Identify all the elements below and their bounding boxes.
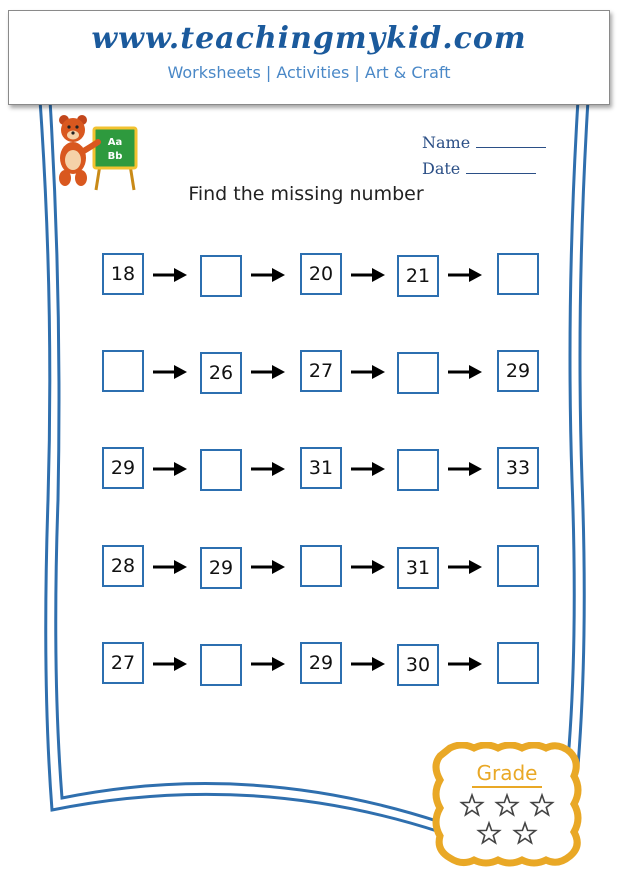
number-box: 29 [102, 447, 144, 489]
site-header [8, 10, 610, 105]
number-box: 29 [300, 642, 342, 684]
right-arrow-icon [350, 266, 386, 284]
number-box: 21 [397, 255, 439, 297]
right-arrow-icon [447, 266, 483, 284]
site-nav[interactable]: Worksheets | Activities | Art & Craft [167, 63, 451, 82]
site-url[interactable]: www.teachingmykid.com [91, 21, 527, 56]
grade-badge [432, 742, 582, 867]
number-box: 18 [102, 253, 144, 295]
number-box: 28 [102, 545, 144, 587]
right-arrow-icon [152, 266, 188, 284]
number-box: 31 [300, 447, 342, 489]
missing-number-box[interactable] [102, 350, 144, 392]
right-arrow-icon [350, 558, 386, 576]
right-arrow-icon [350, 655, 386, 673]
number-box: 27 [300, 350, 342, 392]
number-box: 30 [397, 644, 439, 686]
number-box: 33 [497, 447, 539, 489]
right-arrow-icon [447, 363, 483, 381]
mascot-board-text: Aa [107, 137, 123, 148]
missing-number-box[interactable] [200, 644, 242, 686]
number-box: 20 [300, 253, 342, 295]
name-date-fields [422, 130, 546, 182]
right-arrow-icon [250, 558, 286, 576]
right-arrow-icon [152, 655, 188, 673]
right-arrow-icon [250, 363, 286, 381]
number-box: 31 [397, 547, 439, 589]
missing-number-box[interactable] [397, 352, 439, 394]
right-arrow-icon [250, 655, 286, 673]
date-label: Date [422, 159, 461, 178]
missing-number-box[interactable] [497, 253, 539, 295]
right-arrow-icon [350, 460, 386, 478]
right-arrow-icon [447, 460, 483, 478]
name-label: Name [422, 133, 471, 152]
name-field[interactable] [422, 130, 546, 156]
date-blank[interactable] [466, 159, 536, 174]
right-arrow-icon [447, 655, 483, 673]
grade-label: Grade [476, 761, 538, 785]
right-arrow-icon [447, 558, 483, 576]
worksheet-title: Find the missing number [188, 183, 424, 205]
number-box: 26 [200, 352, 242, 394]
missing-number-box[interactable] [497, 642, 539, 684]
missing-number-box[interactable] [397, 449, 439, 491]
number-box: 29 [497, 350, 539, 392]
right-arrow-icon [250, 266, 286, 284]
missing-number-box[interactable] [300, 545, 342, 587]
date-field[interactable] [422, 156, 546, 182]
right-arrow-icon [152, 460, 188, 478]
svg-text:Bb: Bb [107, 151, 123, 162]
missing-number-box[interactable] [200, 255, 242, 297]
number-box: 27 [102, 642, 144, 684]
missing-number-box[interactable] [497, 545, 539, 587]
name-blank[interactable] [476, 133, 546, 148]
right-arrow-icon [250, 460, 286, 478]
right-arrow-icon [350, 363, 386, 381]
missing-number-box[interactable] [200, 449, 242, 491]
teddy-bear-mascot-icon [52, 112, 142, 192]
right-arrow-icon [152, 558, 188, 576]
right-arrow-icon [152, 363, 188, 381]
number-box: 29 [200, 547, 242, 589]
